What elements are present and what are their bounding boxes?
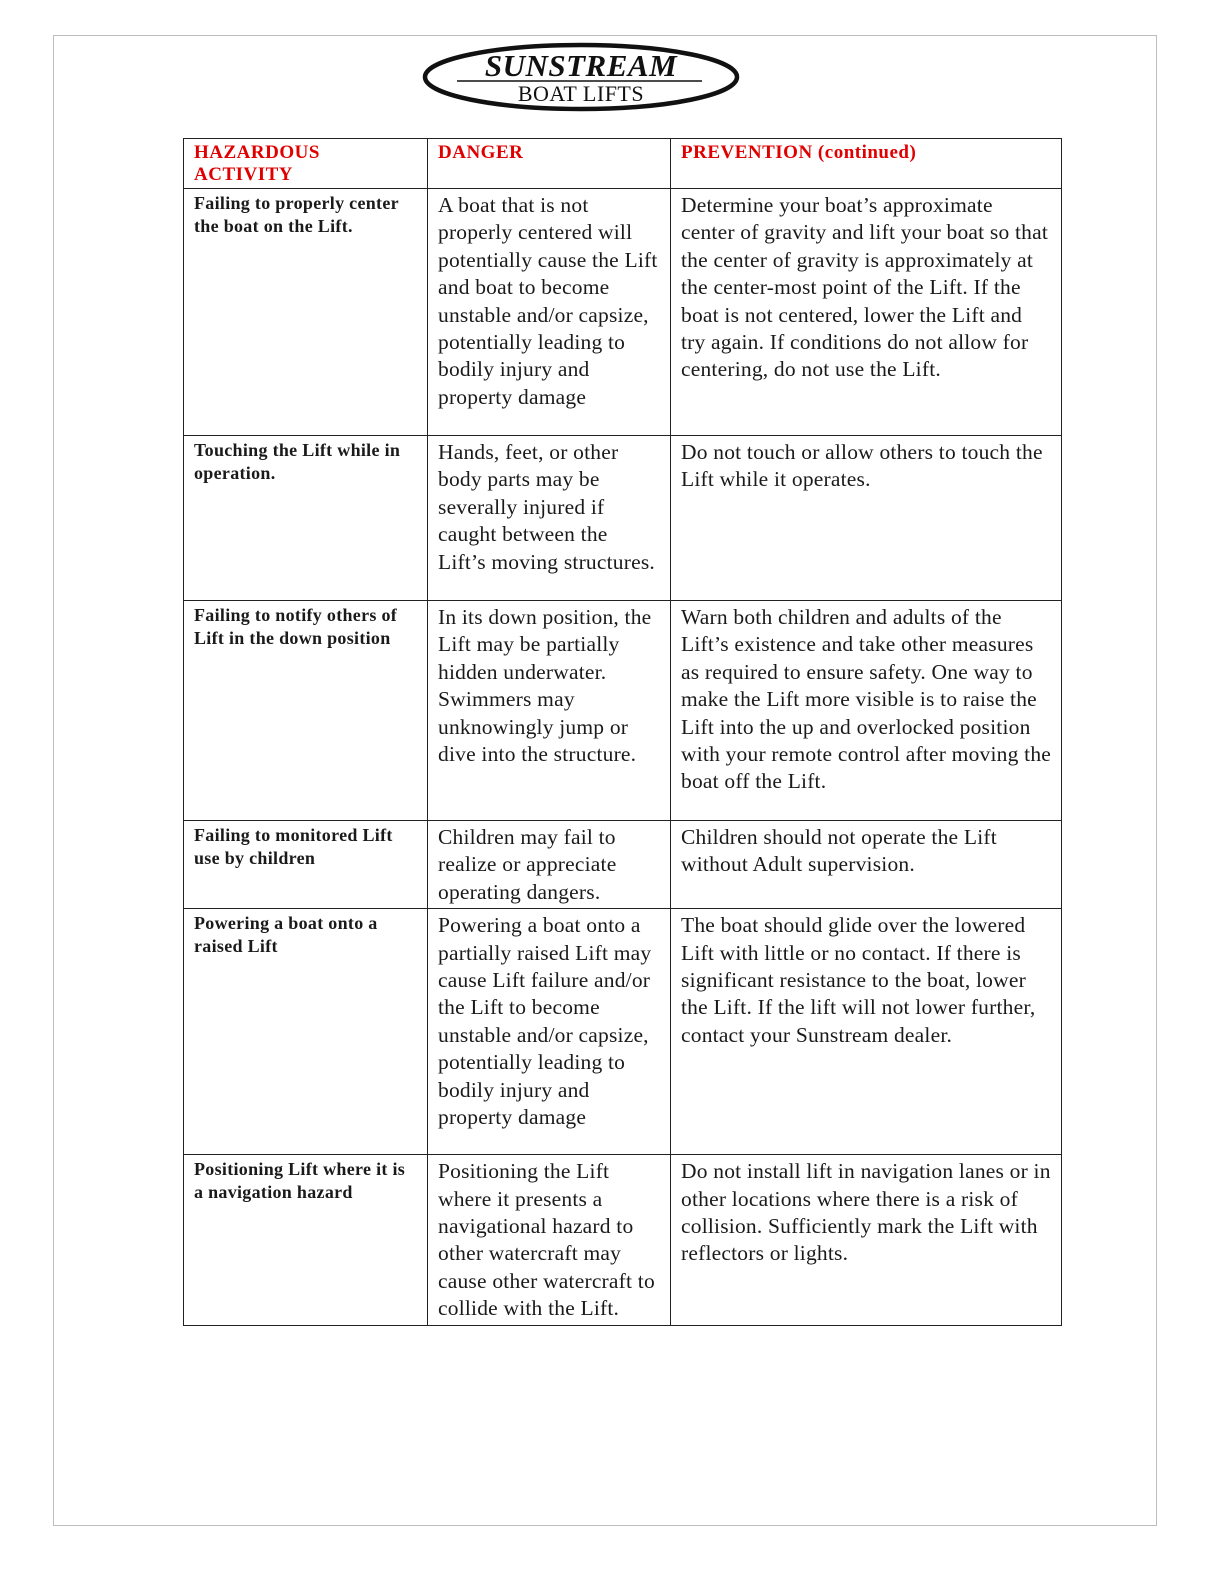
prevention-cell: Determine your boat’s approximate center of gravity and lift your boat so that the center of gravity is approximately at the center-most point of the Lift. If the boat is not centered, lower the Lift and try again. If conditions do not allow for centering, do not use the Lift.: [671, 189, 1062, 436]
danger-cell: Hands, feet, or other body parts may be severally injured if caught between the Lift’s moving structures.: [428, 436, 671, 601]
sunstream-logo: [421, 41, 741, 113]
table-row: [184, 909, 1062, 1155]
logo-brand: SUNSTREAM: [484, 48, 678, 83]
activity-cell: Powering a boat onto a raised Lift: [184, 909, 428, 1155]
prevention-cell: Children should not operate the Lift without Adult supervision.: [671, 821, 1062, 909]
activity-cell: Failing to properly center the boat on the Lift.: [184, 189, 428, 436]
table-row: [184, 1155, 1062, 1325]
danger-cell: Children may fail to realize or appreciate operating dangers.: [428, 821, 671, 909]
table-row: [184, 436, 1062, 601]
danger-cell: In its down position, the Lift may be partially hidden underwater. Swimmers may unknowingly jump or dive into the structure.: [428, 601, 671, 821]
header-prevention: PREVENTION (continued): [671, 139, 1062, 189]
prevention-cell: The boat should glide over the lowered Lift with little or no contact. If there is significant resistance to the boat, lower the Lift. If the lift will not lower further, contact your Sunstream dealer.: [671, 909, 1062, 1155]
table-row: [184, 821, 1062, 909]
logo-tagline: BOAT LIFTS: [517, 81, 645, 106]
activity-cell: Failing to notify others of Lift in the down position: [184, 601, 428, 821]
activity-cell: Failing to monitored Lift use by children: [184, 821, 428, 909]
danger-cell: A boat that is not properly centered will potentially cause the Lift and boat to become unstable and/or capsize, potentially leading to bodily injury and property damage: [428, 189, 671, 436]
prevention-cell: Do not install lift in navigation lanes or in other locations where there is a risk of collision. Sufficiently mark the Lift with reflectors or lights.: [671, 1155, 1062, 1325]
table-header-row: [184, 139, 1062, 189]
prevention-cell: Warn both children and adults of the Lift’s existence and take other measures as required to ensure safety. One way to make the Lift more visible is to raise the Lift into the up and overlocked position with your remote control after moving the boat off the Lift.: [671, 601, 1062, 821]
prevention-cell: Do not touch or allow others to touch the Lift while it operates.: [671, 436, 1062, 601]
activity-cell: Positioning Lift where it is a navigation hazard: [184, 1155, 428, 1325]
hazard-table: [183, 138, 1062, 1326]
table-row: [184, 189, 1062, 436]
header-danger: DANGER: [428, 139, 671, 189]
activity-cell: Touching the Lift while in operation.: [184, 436, 428, 601]
logo-oval-graphic: [421, 41, 741, 113]
danger-cell: Positioning the Lift where it presents a navigational hazard to other watercraft may cause other watercraft to collide with the Lift.: [428, 1155, 671, 1325]
danger-cell: Powering a boat onto a partially raised Lift may cause Lift failure and/or the Lift to become unstable and/or capsize, potentially leading to bodily injury and property damage: [428, 909, 671, 1155]
table-row: [184, 601, 1062, 821]
header-hazardous-activity: HAZARDOUS ACTIVITY: [184, 139, 428, 189]
